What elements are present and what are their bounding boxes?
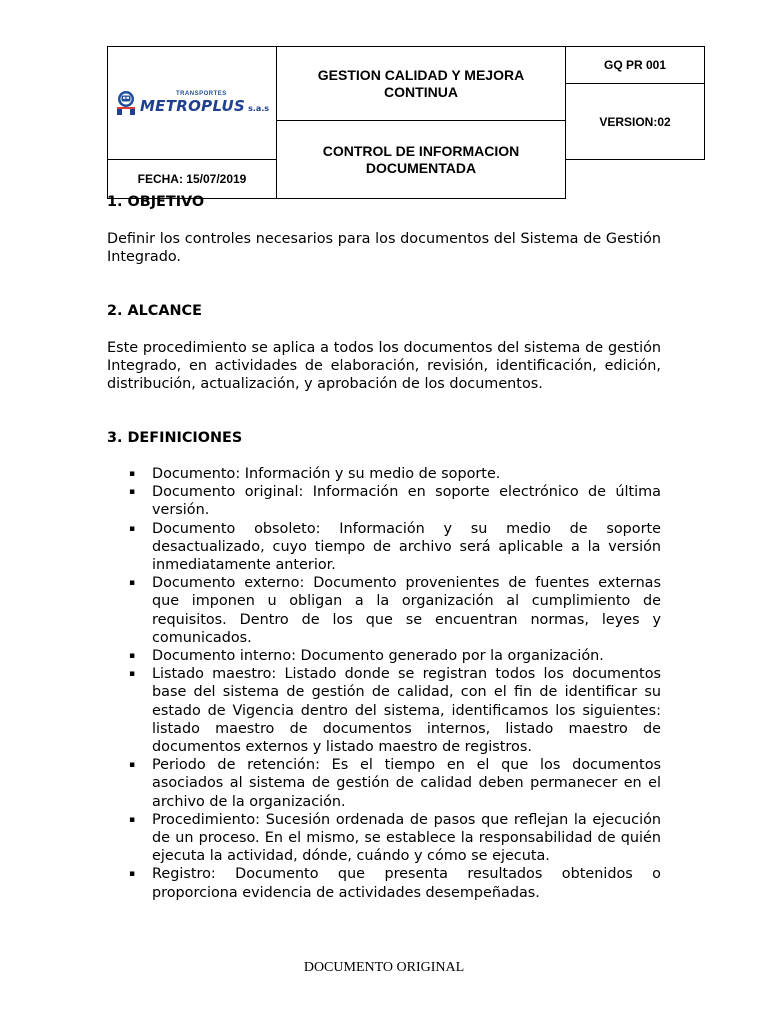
section-definiciones-heading: 3. DEFINICIONES	[107, 430, 243, 446]
logo-tagline: TRANSPORTES	[175, 90, 227, 97]
list-item	[107, 520, 661, 575]
definition-text: Documento externo: Documento provenientes de fuentes externas que imponen u obligan a la organización al cumplimiento de requisitos. Dentro de los que se encuentran normas, leyes y comunicados.	[152, 575, 661, 646]
document-title: CONTROL DE INFORMACION DOCUMENTADA	[277, 121, 566, 199]
list-item	[107, 865, 661, 901]
list-item	[107, 574, 661, 647]
bullet-icon: ▪	[129, 869, 136, 880]
definitions-list	[107, 465, 661, 902]
bullet-icon: ▪	[129, 651, 136, 662]
bullet-icon: ▪	[129, 669, 136, 680]
document-code: GQ PR 001	[566, 47, 705, 84]
definition-text: Procedimiento: Sucesión ordenada de pasos que reflejan la ejecución de un proceso. En el mismo, se establece la responsabilidad de quién ejecuta la actividad, dónde, cuándo y cómo se ejecuta.	[152, 811, 661, 865]
bullet-icon: ▪	[129, 760, 136, 771]
document-footer: DOCUMENTO ORIGINAL	[303, 960, 465, 975]
list-item	[107, 756, 661, 811]
bullet-icon: ▪	[129, 523, 136, 534]
document-version: VERSION:02	[566, 84, 705, 160]
definition-text: Documento interno: Documento generado por la organización.	[152, 648, 604, 665]
list-item	[107, 647, 661, 665]
list-item	[107, 811, 661, 866]
definition-text: Documento: Información y su medio de soporte.	[152, 466, 501, 482]
section-alcance-text: Este procedimiento se aplica a todos los documentos del sistema de gestión Integrado, en actividades de elaboración, revisión, identificación, edición, distribución, actualización, y aprobación de los documentos.	[107, 340, 661, 392]
definition-text: Documento original: Información en soporte electrónico de última versión.	[152, 484, 661, 519]
section-objetivo-text: Definir los controles necesarios para los documentos del Sistema de Gestión Integrado.	[107, 231, 661, 265]
document-header-table	[107, 46, 705, 199]
bullet-icon: ▪	[129, 487, 136, 498]
section-objetivo-heading: 1. OBJETIVO	[107, 194, 205, 210]
bullet-icon: ▪	[129, 469, 136, 479]
definition-text: Periodo de retención: Es el tiempo en el que los documentos asociados al sistema de gestión de calidad deben permanecer en el archivo de la organización.	[152, 757, 661, 810]
definition-text: Listado maestro: Listado donde se registran todos los documentos base del sistema de gestión de calidad, con el fin de identificar su estado de Vigencia dentro del sistema, identificamos los siguientes: listado maestro de documentos internos, listado maestro de documentos externos y listado maestro de registros.	[152, 666, 661, 756]
bullet-icon: ▪	[129, 578, 136, 589]
logo-suffix: s.a.s	[248, 103, 270, 113]
list-item	[107, 483, 661, 519]
logo-brand-name: METROPLUS	[139, 96, 246, 115]
company-logo	[108, 90, 276, 116]
definition-text: Documento obsoleto: Información y su medio de soporte desactualizado, cuyo tiempo de archivo será aplicable a la versión inmediatamente anterior.	[152, 520, 661, 574]
definition-text: Registro: Documento que presenta resultados obtenidos o proporciona evidencia de actividades desempeñadas.	[152, 866, 661, 901]
bullet-icon: ▪	[129, 814, 136, 825]
metro-train-icon	[115, 90, 137, 116]
list-item	[107, 465, 661, 483]
process-title: GESTION CALIDAD Y MEJORA CONTINUA	[277, 47, 566, 121]
list-item	[107, 665, 661, 756]
section-alcance-heading: 2. ALCANCE	[107, 303, 202, 319]
document-date: FECHA: 15/07/2019	[108, 160, 277, 199]
logo-cell	[108, 47, 277, 160]
